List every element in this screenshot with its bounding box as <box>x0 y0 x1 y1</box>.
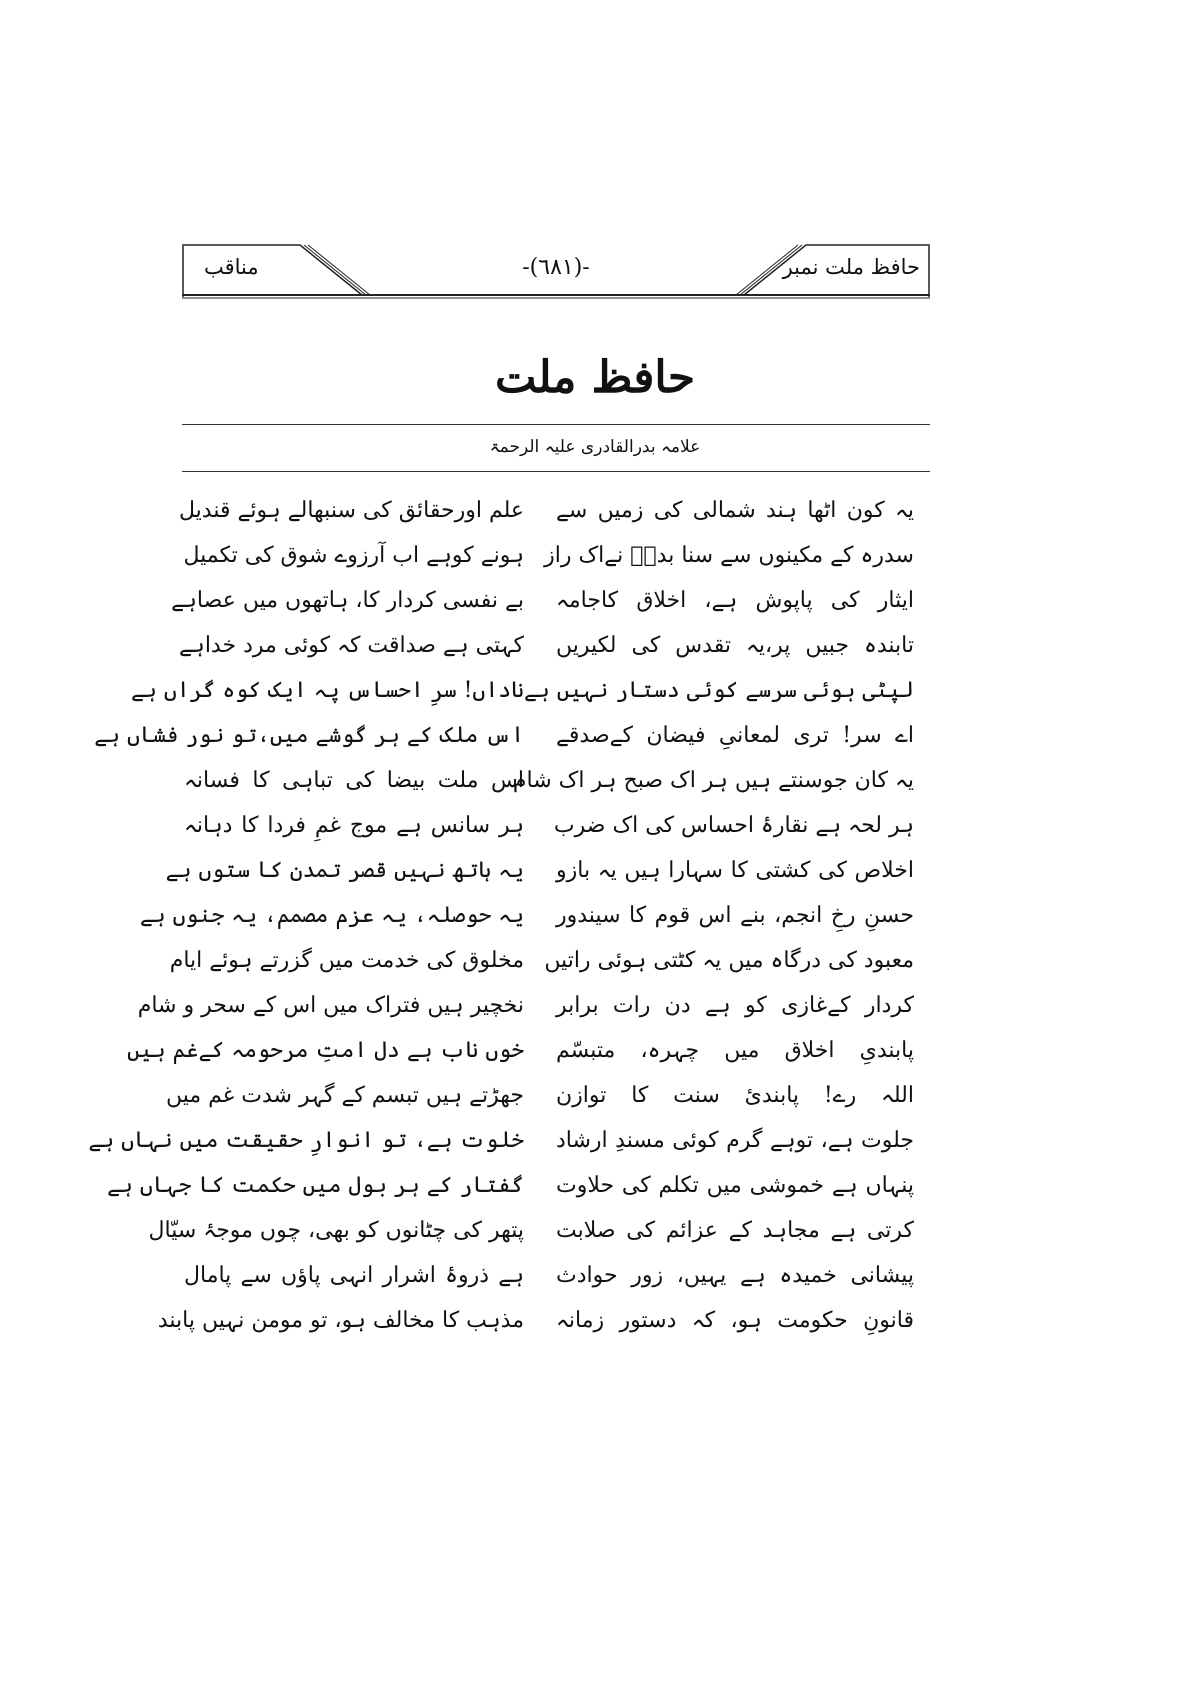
divider <box>182 424 930 425</box>
poem-column-left <box>88 488 524 1343</box>
verse-line: ناداں! سرِ احساس پہ ایک کوہ گراں ہے <box>131 678 524 703</box>
verse-line: جلوت ہے، توہے گرم کوئی مسندِ ارشاد <box>556 1128 914 1153</box>
verse-line: ہونے کوہے اب آرزوے شوق کی تکمیل <box>183 543 524 568</box>
section-name: مناقب <box>204 255 259 279</box>
verse-line: قانونِ حکومت ہو، کہ دستور زمانہ <box>556 1308 914 1333</box>
verse-line: کرتی ہے مجاہد کے عزائم کی صلابت <box>556 1218 914 1243</box>
verse-line: ہے ذروۂ اشرار انہی پاؤں سے پامال <box>184 1263 524 1288</box>
verse-line: بے نفسی کردار کا، ہاتھوں میں عصاہے <box>171 588 524 613</box>
divider <box>182 471 930 472</box>
verse-line: مذہب کا مخالف ہو، تو مومن نہیں پابند <box>157 1308 524 1333</box>
verse-line: اخلاص کی کشتی کا سہارا ہیں یہ بازو <box>556 858 914 883</box>
verse-line: یہ حوصلہ، یہ عزم مصمم، یہ جنوں ہے <box>139 903 524 928</box>
verse-line: مخلوق کی خدمت میں گزرتے ہوئے ایام <box>169 948 524 973</box>
verse-line: اس ملت بیضا کی تباہی کا فسانہ <box>184 768 524 793</box>
verse-line: پتھر کی چٹانوں کو بھی، چوں موجۂ سیّال <box>148 1218 524 1243</box>
verse-line: پنہاں ہے خموشی میں تکلم کی حلاوت <box>556 1173 914 1198</box>
verse-line: ہر لحہ ہے نقارۂ احساس کی اک ضرب <box>553 813 914 838</box>
verse-line: اس ملک کے ہر گوشے میں،تو نور فشاں ہے <box>94 723 524 748</box>
verse-line: تابندہ جبیں پر،یہ تقدس کی لکیریں <box>556 633 914 658</box>
running-header <box>182 243 930 297</box>
poem-title: حافظ ملت <box>494 352 696 403</box>
poem-author: علامہ بدرالقادری علیہ الرحمۃ <box>489 437 701 457</box>
verse-line: علم اورحقائق کی سنبھالے ہوئے قندیل <box>179 498 524 523</box>
verse-line: نخچیر ہیں فتراک میں اس کے سحر و شام <box>137 993 524 1018</box>
verse-line: گفتار کے ہر بول میں حکمت کا جہاں ہے <box>107 1173 524 1198</box>
verse-line: حسنِ رخِ انجم، بنے اس قوم کا سیندور <box>556 903 914 928</box>
verse-line: ایثار کی پاپوش ہے، اخلاق کاجامہ <box>556 588 914 613</box>
verse-line: اللہ رے! پابندیٔ سنت کا توازن <box>556 1083 914 1108</box>
verse-line: پیشانی خمیدہ ہے یہیں، زور حوادث <box>556 1263 914 1288</box>
verse-line: لپٹی ہوئی سرسے کوئی دستار نہیں ہے <box>523 678 914 703</box>
verse-line: یہ کان جوسنتے ہیں ہر اک صبح ہر اک شام <box>512 768 914 793</box>
page-number: -(٦٨١)- <box>522 255 590 280</box>
verse-line: اے سر! تری لمعانیِ فیضان کےصدقے <box>556 723 914 748</box>
verse-line: کہتی ہے صداقت کہ کوئی مرد خداہے <box>179 633 524 658</box>
poem-column-right <box>512 488 914 1343</box>
verse-line: خلوت ہے، تو انوارِ حقیقت میں نہاں ہے <box>88 1128 524 1153</box>
verse-line: جھڑتے ہیں تبسم کے گہر شدت غم میں <box>165 1083 524 1108</box>
verse-line: معبود کی درگاہ میں یہ کٹتی ہوئی راتیں <box>544 948 914 973</box>
verse-line: خوں ناب ہے دل امتِ مرحومہ کےغم ہیں <box>127 1038 524 1063</box>
verse-line: ہر سانس ہے موج غمِ فردا کا دہانہ <box>184 813 524 838</box>
verse-line: کردار کےغازی کو ہے دن رات برابر <box>556 993 914 1018</box>
verse-line: سدرہ کے مکینوں سے سنا بدرؔ نےاک راز <box>544 543 914 568</box>
verse-line: یہ ہاتھ نہیں قصر تمدن کا ستوں ہے <box>165 858 524 883</box>
verse-line: یہ کون اٹھا ہند شمالی کی زمیں سے <box>556 498 914 523</box>
verse-line: پابندیِ اخلاق میں چہرہ، متبسّم <box>556 1038 914 1063</box>
issue-name: حافظ ملت نمبر <box>782 255 920 279</box>
